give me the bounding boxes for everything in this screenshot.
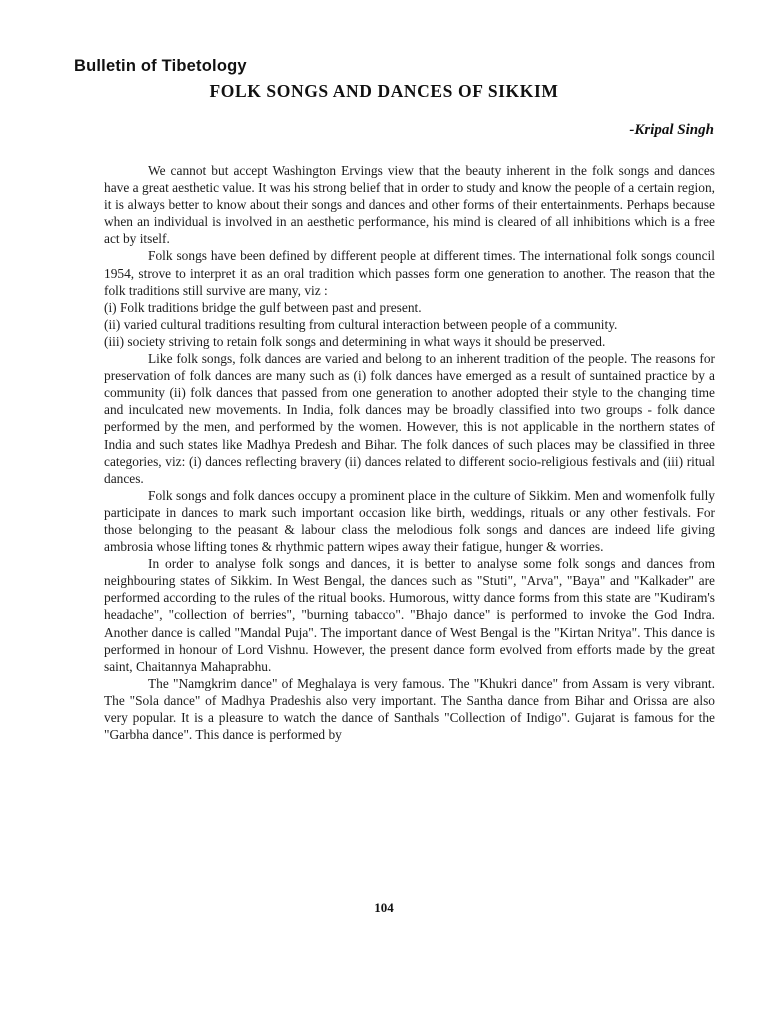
paragraph-other-states: The "Namgkrim dance" of Meghalaya is very famous. The "Khukri dance" from Assam is very vibrant. The "Sola dance" of Madhya Pradeshis also very important. The Santha dance from Bihar and Orissa are also very popular. It is a pleasure to watch the dance of Santhals "Collection of Indigo". Gujarat is famous for the "Garbha dance". This dance is performed by bbox=[104, 675, 715, 743]
article-body bbox=[104, 162, 715, 743]
paragraph-west-bengal: In order to analyse folk songs and dances, it is better to analyse some folk songs and dances from neighbouring states of Sikkim. In West Bengal, the dances such as "Stuti", "Arva", "Baya" and "Kalkader" are performed according to the rules of the ritual books. Humorous, witty dance forms from this state are "Kudiram's headache", "collection of berries", "burning tabacco". "Bhajo dance" is performed to invoke the God Indra. Another dance is called "Mandal Puja". The important dance of West Bengal is the "Kirtan Nritya". This dance is performed in honour of Lord Vishnu. However, the present dance form evolved from efforts made by the great saint, Chaitannya Mahaprabhu. bbox=[104, 556, 715, 674]
list-item-reason-3: (iii) society striving to retain folk songs and determining in what ways it should be preserved. bbox=[104, 333, 606, 349]
list-item-reason-2: (ii) varied cultural traditions resulting from cultural interaction between people of a community. bbox=[104, 316, 618, 332]
article-title: FOLK SONGS AND DANCES OF SIKKIM bbox=[209, 81, 559, 101]
paragraph-folk-songs-definition: Folk songs have been defined by different people at different times. The international folk songs council 1954, strove to interpret it as an oral tradition which passes form one generation to another. The reason that the folk traditions still survive are many, viz : bbox=[104, 248, 715, 298]
page-number: 104 bbox=[374, 900, 394, 915]
journal-name: Bulletin of Tibetology bbox=[74, 57, 247, 75]
paragraph-folk-dances: Like folk songs, folk dances are varied and belong to an inherent tradition of the people. The reasons for preservation of folk dances are many such as (i) folk dances have emerged as a result of suntained practice by a community (ii) folk dances that passed from one generation to another adopted their style to the changing time and inculcated new movements. In India, folk dances may be broadly classified into two groups - folk dance performed by the men, and performed by the women. However, this is not applicable in the northern states of India and such states like Madhya Predesh and Bihar. The folk dances of such places may be classified in three categories, viz: (i) dances reflecting bravery (ii) dances related to different socio-religious festivals and (iii) ritual dances. bbox=[104, 351, 715, 486]
author-name: -Kripal Singh bbox=[629, 122, 714, 138]
paragraph-sikkim-culture: Folk songs and folk dances occupy a prominent place in the culture of Sikkim. Men and womenfolk fully participate in dances to mark such important occasion like birth, weddings, rituals or any other festivals. For those belonging to the peasant & labour class the melodious folk songs and dances are indeed life giving ambrosia whose lifting tones & rhythmic pattern wipes away their fatigue, hunger & worries. bbox=[104, 487, 715, 555]
paragraph-intro: We cannot but accept Washington Ervings view that the beauty inherent in the folk songs and dances have a great aesthetic value. It was his strong belief that in order to study and know the people of a certain region, it is always better to know about their songs and dances and other forms of their entertainments. Perhaps because when an individual is involved in an aesthetic performance, his mind is cleared of all inhibitions which is a free act by itself. bbox=[104, 163, 715, 247]
list-item-reason-1: (i) Folk traditions bridge the gulf between past and present. bbox=[104, 299, 422, 315]
